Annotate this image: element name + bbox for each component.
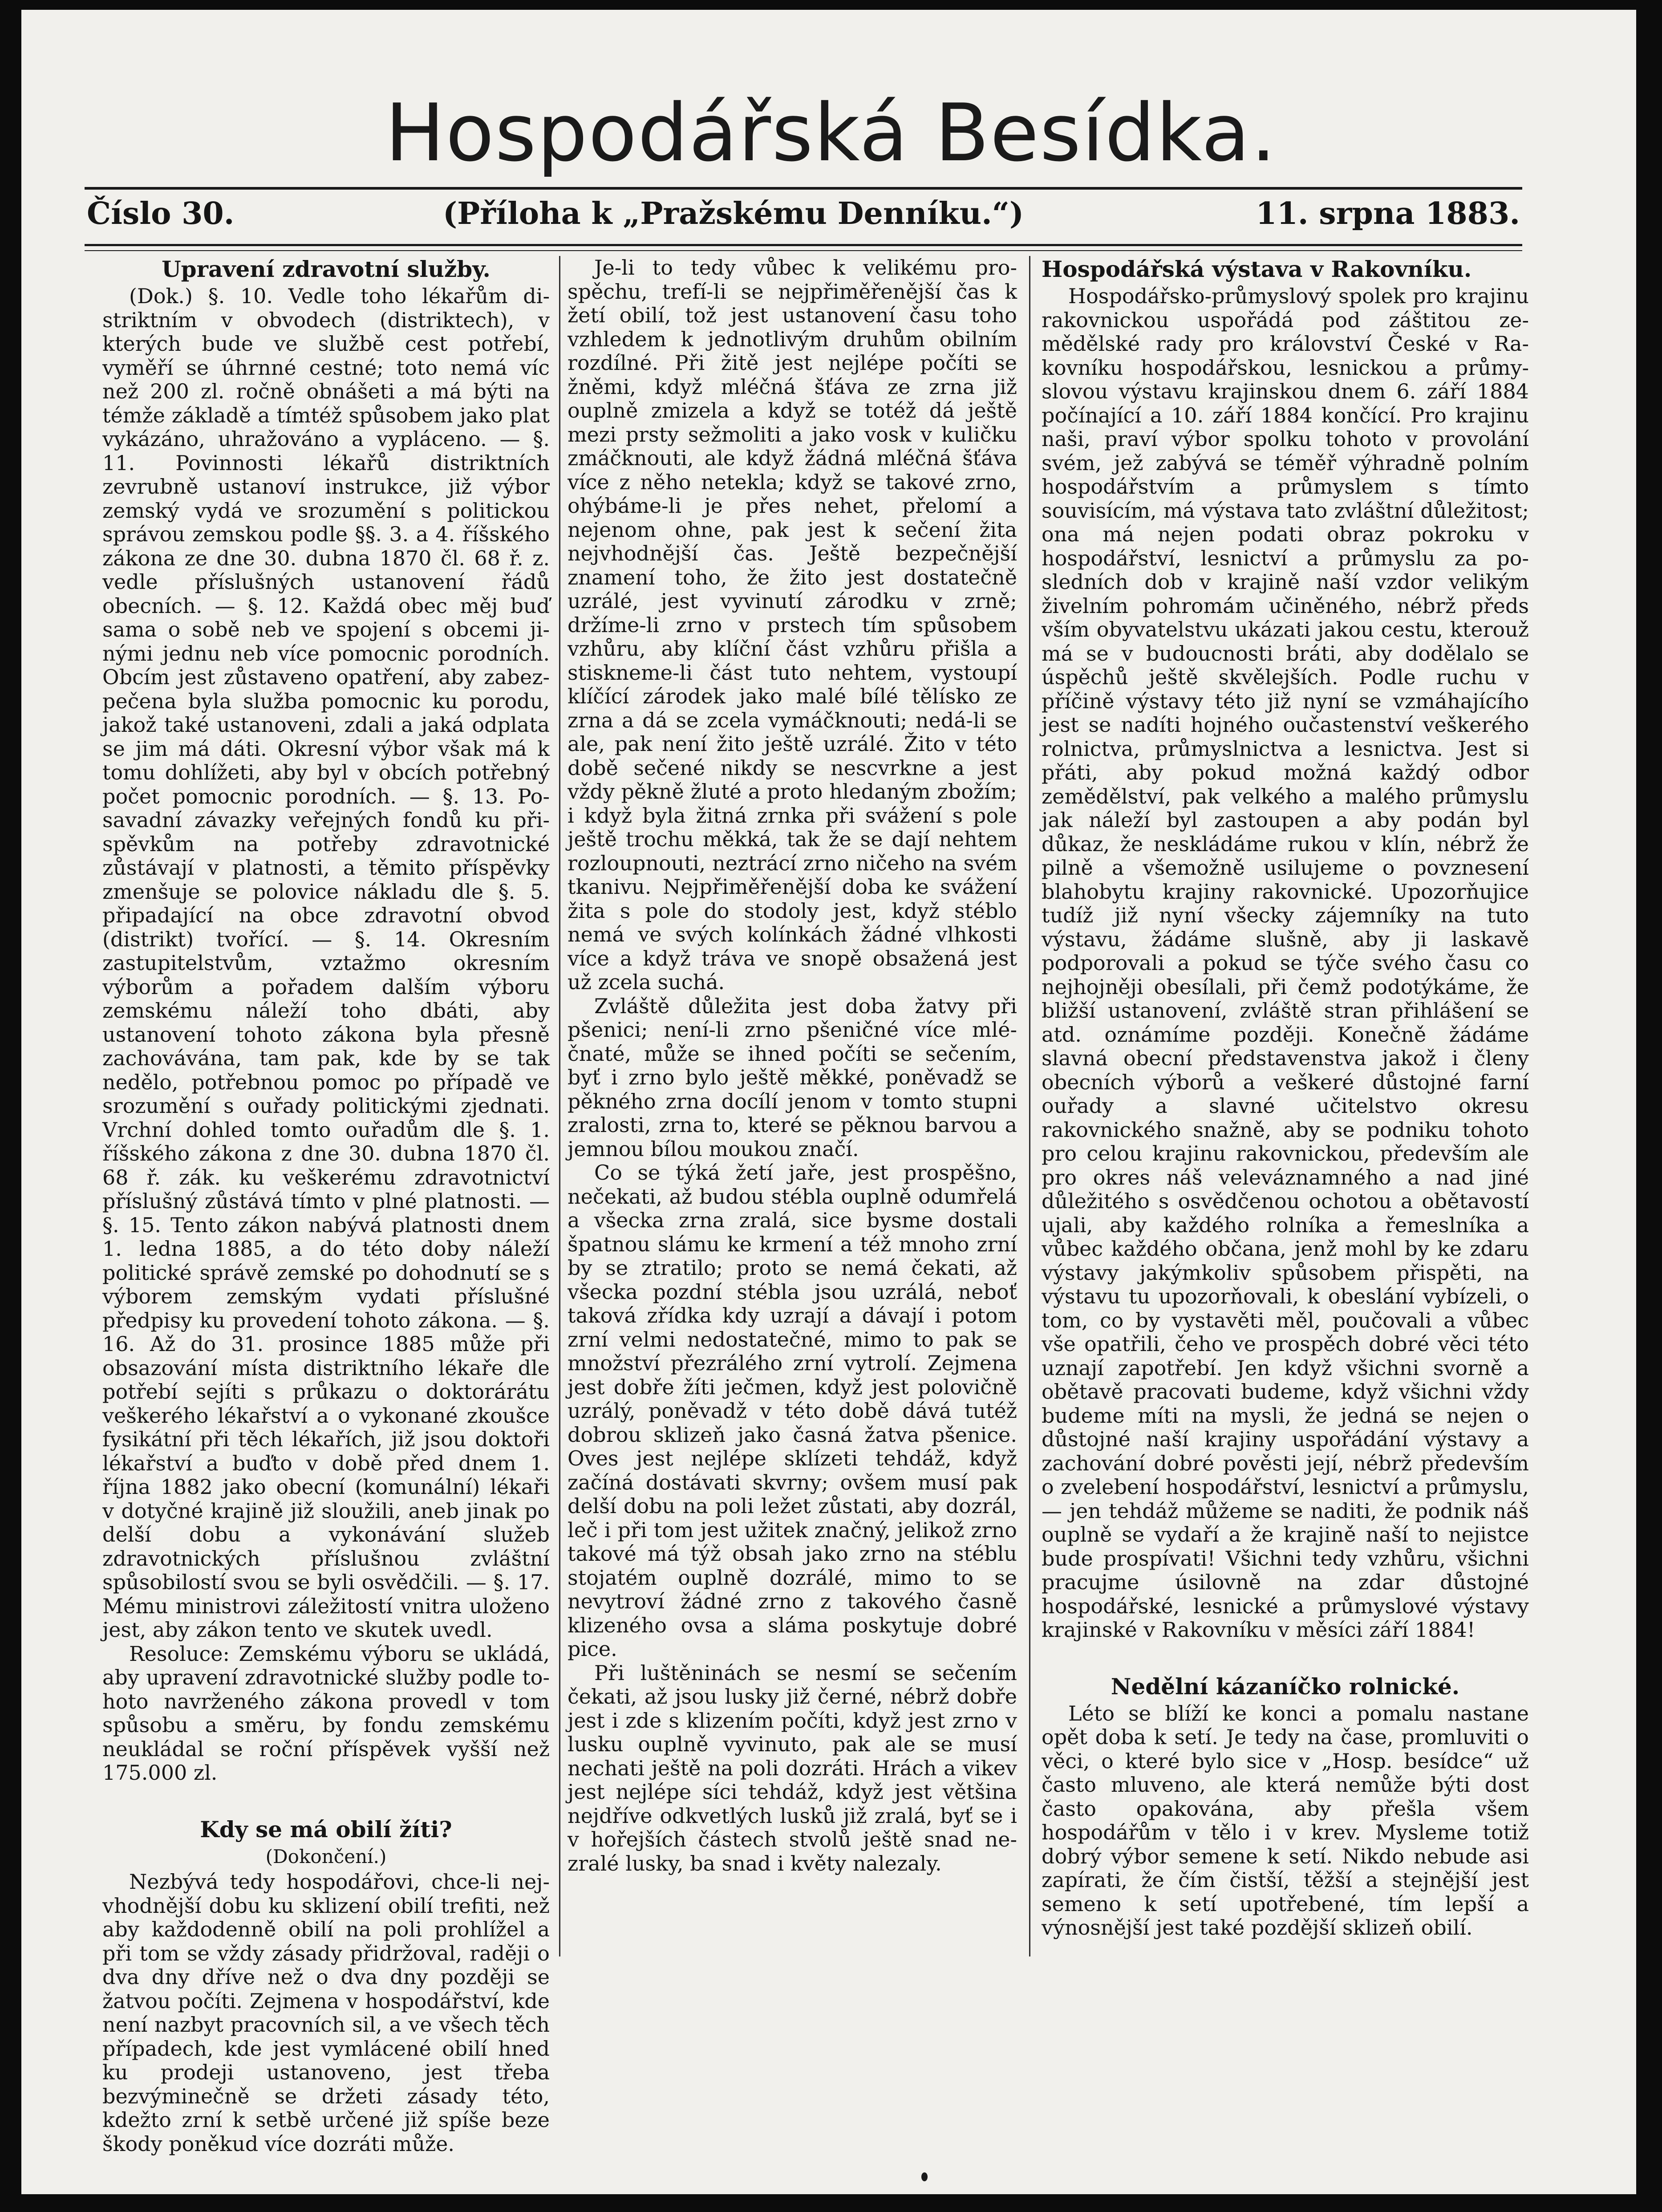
masthead-title: Hospodářská Besídka. [385, 87, 1277, 179]
article-paragraph: Resoluce: Zemskému výboru se ukládá, aby upravení zdravotnické služby podle tohoto navrženého zákona provedl v tom spůsobu a směru, by fondu zemskému neukládal se roční příspěvek vyšší než 175.000 zl. [102, 1641, 550, 1785]
issue-rule-thick [85, 244, 1522, 246]
article-title: Hospodářská výstava v Rakovníku. [1042, 256, 1472, 282]
column-2 [568, 256, 1017, 2037]
article-paragraph: Co se týká žetí jaře, jest prospěšno, nečekati, až budou stébla ouplně odumřelá a všecka zrna zralá, sice bysme dostali špatnou slámu ke krmení a též mnoho zrní by se ztratilo; proto se nemá čekati, až všecka pozdní stébla jsou uzrálá, neboť taková zřídka kdy uzrají a dávají i potom zrní velmi nedostatečné, mimo to pak se množství přezrálého zrní vytrolí. Zejmena jest dobře žíti ječmen, když jest polovičně uzrálý, poněvadž v této době dává tutéž dobrou sklizeň jako časná žatva pšenice. Oves jest nejlépe sklízeti tehdáž, když začíná dostávati skvrny; ovšem musí pak delší dobu na poli ležet zůstati, aby dozrál, leč i při tom jest užitek značný, jelikož zrno takové má týž obsah jako zrno na stéblu stojatém ouplně dozrálé, mimo to se nevytroví žádné zrno z takového časně klizeného ovsa a sláma poskytuje dobré pice. [568, 1161, 1017, 1661]
article-paragraph: Zvláště důležita jest doba žatvy při pšenici; není-li zrno pšeničné více mléčnaté, může se ihned počíti se sečením, byť i zrno bylo ještě měkké, poněvadž se pěkného zrna docílí jenom v tomto stupni zralosti, zrna to, které se pěknou barvou a jemnou bílou moukou značí. [568, 994, 1017, 1161]
issue-rule-thin [85, 250, 1522, 251]
column-1 [102, 256, 550, 2156]
article-title: Nedělní kázaníčko rolnické. [1111, 1673, 1460, 1700]
scan-border-left [0, 0, 21, 2212]
issue-date: 11. srpna 1883. [1256, 196, 1520, 231]
article-title: Upravení zdravotní služby. [162, 256, 490, 282]
scan-border-top [0, 0, 1662, 10]
article-paragraph: (Dok.) §. 10. Vedle toho lékařům distriktním v obvodech (distriktech), v kterých bude ve službě cest potřebí, vyměří se úhrnné cestné; toto nemá víc než 200 zl. ročně obnášeti a má býti na témže základě a tímtéž spůsobem jako plat vykázáno, uhražováno a vypláceno. — §. 11. Povinnosti lékařů distriktních zevrubně ustanoví instrukce, již výbor zemský vydá ve srozumění s politickou správou zemskou podle §§. 3. a 4. říšského zákona ze dne 30. dubna 1870 čl. 68 ř. z. vedle příslušných ustanovení řádů obecních. — §. 12. Každá obec měj buď sama o sobě neb ve spojení s obcemi jinými jednu neb více pomocnic porodních. Obcím jest zůstaveno opatření, aby zabezpečena byla služba pomocnic ku porodu, jakož také ustanoveni, zdali a jaká odplata se jim má dáti. Okresní výbor však má k tomu dohlížeti, aby byl v obcích potřebný počet pomocnic porodních. — §. 13. Posavadní závazky veřejných fondů ku přispěvkům na potřeby zdravotnické zůstávají v platnosti, a těmito příspěvky zmenšuje se polovice nákladu dle §. 5. připadající na obce zdravotní obvod (distrikt) tvořící. — §. 14. Okresním zastupitelstvům, vztažmo okresním výborům a pořadem dalším výboru zemskému náleží toho dbáti, aby ustanovení tohoto zákona byla přesně zachovávána, tam pak, kde by se tak nedělo, potřebnou pomoc po případě ve srozumění s ouřady politickými zjednati. Vrchní dohled tomto ouřadům dle §. 1. říšského zákona z dne 30. dubna 1870 čl. 68 ř. zák. ku veškerému zdravotnictví příslušný zůstává tímto v plné platnosti. — §. 15. Tento zákon nabývá platnosti dnem 1. ledna 1885, a do této doby náleží politické správě zemské po dohodnutí se s výborem zemským vydati příslušné předpisy ku provedení tohoto zákona. — §. 16. Až do 31. prosince 1885 může při obsazování místa distriktního lékaře dle potřebí sejíti s průkazu o doktorárátu veškerého lékařství a o vykonané zkoušce fysikátní při těch lékařích, již jsou doktoři lékařství a buďto v době před dnem 1. října 1882 jako obecní (komunální) lékaři v dotyčné krajině již sloužili, aneb jinak po delší dobu a vykonávání služeb zdravotnických příslušnou zvláštní spůsobilostí svou se byli osvědčili. — §. 17. Mému ministrovi záležitostí vnitra uloženo jest, aby zákon tento ve skutek uvedl. [102, 284, 550, 1642]
article-paragraph: Léto se blíží ke konci a pomalu nastane opět doba k setí. Je tedy na čase, promluviti o věci, o které bylo sice v „Hosp. besídce“ už často mluveno, ale která nemůže býti dost často opakována, aby přešla všem hospodářům v tělo i v krev. Mysleme totiž dobrý výbor semene k setí. Nikdo nebude asi zapírati, že čím čistší, těžší a stejnější jest semeno k setí upotřebené, tím lepší a výnosnější jest také pozdější sklizeň obilí. [1042, 1701, 1529, 1940]
issue-number: Číslo 30. [87, 196, 235, 231]
article-title: Kdy se má obilí žíti? [200, 1816, 452, 1843]
issue-line [87, 196, 1520, 240]
article-paragraph: Nezbývá tedy hospodářovi, chce-li nejvhodnější dobu ku sklizení obilí trefiti, než aby každodenně obilí na poli prohlížel a při tom se vždy zásady přidržoval, raději o dva dny dříve než o dva dny později se žatvou počíti. Zejmena v hospodářství, kde není nazbyt pracovních sil, a ve všech těch případech, kde jest vymlácené obilí hned ku prodeji ustanoveno, jest třeba bezvýminečně se držeti zásady této, kdežto zrní k setbě určené již spíše beze škody poněkud více dozráti může. [102, 1870, 550, 2156]
masthead-rule [85, 187, 1522, 190]
column-3 [1042, 256, 1529, 2037]
article-paragraph: Hospodářsko-průmyslový spolek pro krajinu rakovnickou uspořádá pod záštitou zemědělské rady pro království České v Rakovníku hospodářskou, lesnickou a průmyslovou výstavu krajinskou dnem 6. září 1884 počínající a 10. září 1884 končící. Pro krajinu naši, praví výbor spolku tohoto v provolání svém, jež zabývá se téměř výhradně polním hospodářstvím a průmyslem s tímto souvisícím, má výstava tato zvláštní důležitost; ona má nejen podati obraz pokroku v hospodářství, lesnictví a průmyslu za posledních dob v krajině naší vzdor velikým živelním pohromám učiněného, nébrž předs vším obyvatelstvu ukázati jakou cestu, kterouž má se v budoucnosti bráti, aby dodělalo se úspěchů ještě skvělejších. Podle ruchu v příčině výstavy této již nyní se vzmáhajícího jest se nadíti hojného oučastenství veškerého rolnictva, průmyslnictva a lesnictva. Jest si přáti, aby pokud možná každý odbor zemědělství, pak velkého a malého průmyslu jak náleží byl zastoupen a aby podán byl důkaz, že neskládáme rukou v klín, nébrž že pilně a všemožně usilujeme o povznesení blahobytu krajiny rakovnické. Upozorňujice tudíž již nyní všecky zájemníky na tuto výstavu, žádáme slušně, aby ji laskavě podporovali a pokud se týče svého času co nejhojněji obesílali, při čemž podotýkáme, že bližší ustanovení, zvláště stran přihlášení se atd. oznámíme později. Konečně žádáme slavná obecní představenstva jakož i členy obecních výborů a veškeré důstojné farní ouřady a slavné učitelstvo okresu rakovnického snažně, aby se podniku tohoto pro celou krajinu rakovnickou, především ale pro okres náš veleváznamného a nad jiné důležitého s osvědčenou ochotou a obětavostí ujali, aby každého rolníka a řemeslníka a vůbec každého občana, jenž mohl by ke zdaru výstavy jakýmkoliv spůsobem přispěti, na výstavu tu upozorňovali, k obeslání vybízeli, o tom, co by vystavěti měl, poučovali a vůbec vše opatřili, čeho ve prospěch dobré věci této uznají zapotřebí. Jen když všichni svorně a obětavě pracovati budeme, když všichni vždy budeme míti na mysli, že jedná se nejen o důstojné naší krajiny uspořádání výstavy a zachování dobré pověsti její, nébrž především o zvelebení hospodářství, lesnictví a průmyslu, — jen tehdáž můžeme se naditi, že podnik náš ouplně se vydaří a že krajině naší to nejistce bude prospívati! Všichni tedy vzhůru, všichni pracujme úsilovně na zdar důstojné hospodářské, lesnické a průmyslové výstavy krajinské v Rakovníku v měsíci září 1884! [1042, 284, 1529, 1642]
article-subtitle: (Dokončení.) [265, 1845, 387, 1867]
scan-border-right [1636, 0, 1662, 2212]
article-paragraph: Je-li to tedy vůbec k velikému prospěchu, trefí-li se nejpřiměřenější čas k žetí obilí, tož jest ustanovení času toho vzhledem k jednotlivým druhům obilním rozdílné. Při žitě jest nejlépe počíti se žněmi, když mléčná šťáva ze zrna již ouplně zmizela a když se totéž dá ještě mezi prsty sežmoliti a jako vosk v kuličku zmáčknouti, ale když žádná mléčná šťáva více z něho netekla; když se takové zrno, ohýbáme-li je přes nehet, přelomí a nejenom ohne, pak jest k sečení žita nejvhodnější čas. Ještě bezpečnější znamení toho, že žito jest dostatečně uzrálé, jest vyvinutí zárodku v zrně; držíme-li zrno v prstech tím spůsobem vzhůru, aby klíční část vzhůru přišla a stiskneme-li část tuto nehtem, vystoupí klíčící zárodek jako malé bílé tělísko ze zrna a dá se zcela vymáčknouti; nedá-li se ale, pak není žito ještě uzrálé. Žito v této době sečené nikdy se nescvrkne a jest vždy pěkně žluté a proto hledaným zbožím; i když byla žitná zrnka při svážení s pole ještě trochu měkká, tak že se dají nehtem rozloupnouti, neztrácí zrno ničeho na svém tkanivu. Nejpřiměřenější doba ke svážení žita s pole do stodoly jest, když stéblo nemá ve svých kolínkách žádné vlhkosti více a když tráva ve snopě obsažená jest už zcela suchá. [568, 256, 1017, 994]
article-paragraph: Při luštěninách se nesmí se sečením čekati, až jsou lusky již černé, nébrž dobře jest i zde s klizením počíti, když jest zrno v lusku ouplně vyvinuto, pak ale se musí nechati ještě na poli dozráti. Hrách a vikev jest nejlépe síci tehdáž, když jest většina nejdříve odkvetlých lusků již zralá, byť se i v hořejších částech stvolů ještě snad nezralé lusky, ba snad i květy nalezaly. [568, 1660, 1017, 1875]
article-columns [102, 256, 1529, 2156]
print-speck [921, 2172, 928, 2181]
scan-border-bottom [0, 2194, 1662, 2212]
supplement-note: (Příloha k „Pražskému Denníku.“) [443, 196, 1024, 231]
